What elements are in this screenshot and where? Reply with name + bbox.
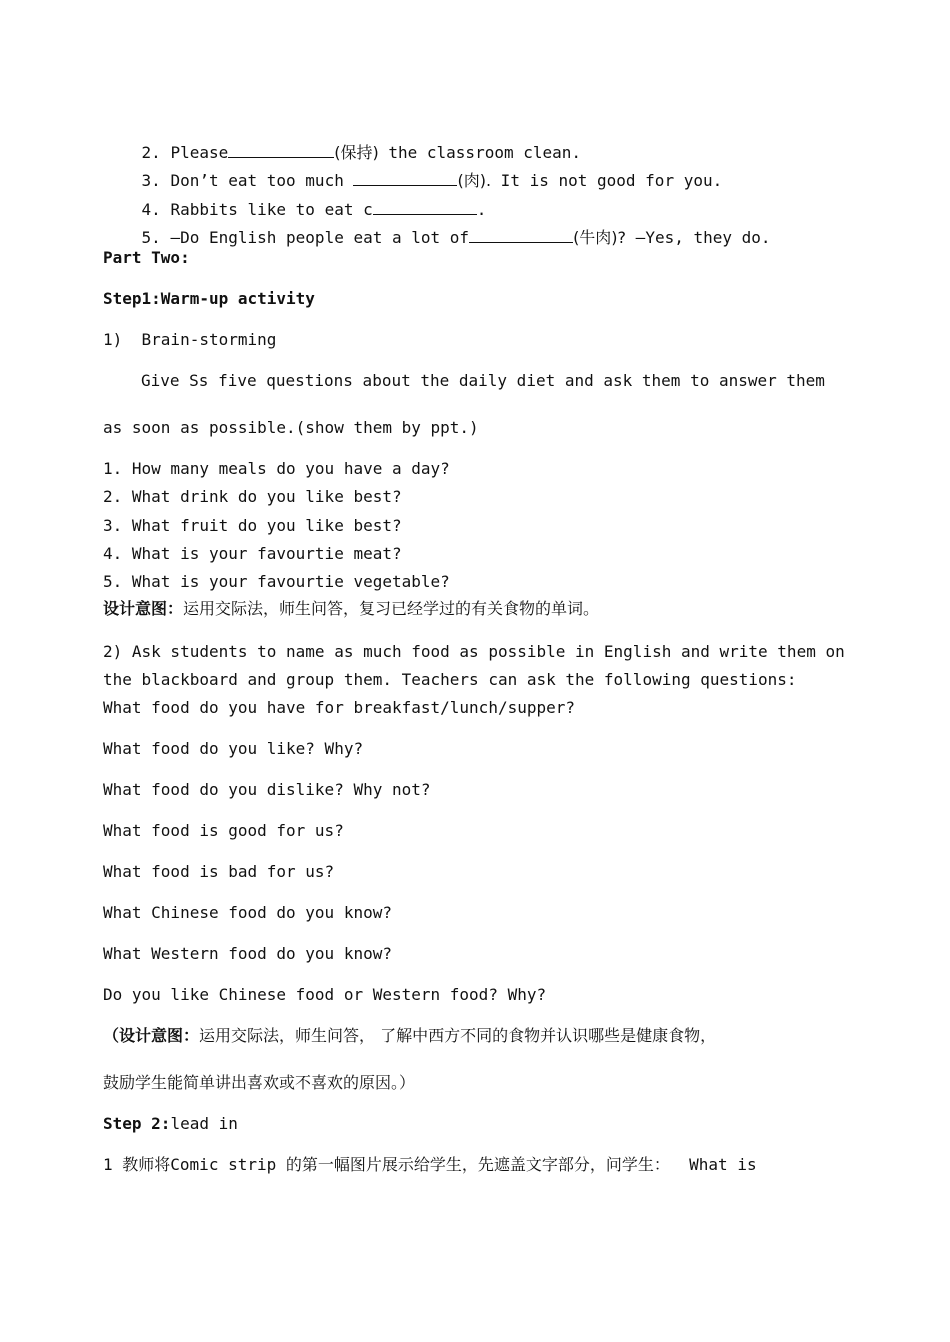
design-intent-text: 运用交际法，师生问答， 了解中西方不同的食物并认识哪些是健康食物， [199, 1026, 717, 1045]
question-item: 5. What is your favourtie vegetable? [103, 572, 450, 591]
exercise-text: Please [170, 143, 229, 162]
food-question: What food is bad for us? [103, 862, 335, 881]
exercise-hint: (牛肉)? [573, 228, 627, 247]
question-item: 2. What drink do you like best? [103, 487, 402, 506]
step2-label: Step 2: [103, 1114, 171, 1133]
exercise-number: 3. [141, 171, 161, 190]
ask-paragraph-line1: 2) Ask students to name as much food as possible in English and write them on [103, 642, 845, 661]
food-question: What food do you like? Why? [103, 739, 364, 758]
exercise-number: 5. [141, 228, 161, 247]
question-item: 3. What fruit do you like best? [103, 516, 402, 535]
food-question: What Chinese food do you know? [103, 903, 392, 922]
design-intent-2 [103, 1026, 716, 1046]
brain-storming-paragraph-cont: as soon as possible.(show them by ppt.) [103, 418, 479, 437]
section-heading-part-two: Part Two: [103, 248, 190, 267]
exercise-text: It is not good for you. [491, 171, 723, 190]
food-question: What food do you have for breakfast/lunch/supper? [103, 698, 576, 717]
step2-heading [103, 1114, 238, 1134]
food-question: What Western food do you know? [103, 944, 392, 963]
design-intent-label: （设计意图： [103, 1026, 200, 1045]
question-item: 1. How many meals do you have a day? [103, 459, 450, 478]
comic-strip-instruction [103, 1155, 757, 1175]
design-intent-text: 运用交际法，师生问答，复习已经学过的有关食物的单词。 [183, 599, 600, 618]
question-item: 4. What is your favourtie meat? [103, 544, 402, 563]
food-question: Do you like Chinese food or Western food? Why? [103, 985, 547, 1004]
exercise-number: 4. [141, 200, 161, 219]
exercise-5 [103, 207, 771, 268]
food-question: What food is good for us? [103, 821, 344, 840]
food-question: What food do you dislike? Why not? [103, 780, 431, 799]
exercise-text: . [476, 200, 487, 219]
design-intent-2-cont: 鼓励学生能简单讲出喜欢或不喜欢的原因。） [103, 1073, 416, 1092]
design-intent-1 [103, 599, 599, 619]
instruction-text: 教师将 [122, 1155, 171, 1174]
instruction-number: 1 [103, 1155, 123, 1174]
step2-text: lead in [170, 1114, 238, 1133]
step1-heading: Step1:Warm-up activity [103, 289, 315, 308]
exercise-text: Rabbits like to eat c [170, 200, 373, 219]
instruction-text: What is [669, 1155, 757, 1174]
exercise-number: 2. [141, 143, 161, 162]
instruction-text: Comic strip [170, 1155, 286, 1174]
exercise-hint: (保持) [334, 143, 379, 162]
exercise-text: —Do English people eat a lot of [170, 228, 470, 247]
design-intent-label: 设计意图： [103, 599, 184, 618]
brain-storming-paragraph: Give Ss five questions about the daily diet and ask them to answer them [141, 371, 825, 390]
instruction-text: 的第一幅图片展示给学生，先遮盖文字部分，问学生： [285, 1155, 670, 1174]
answer-blank[interactable] [469, 227, 573, 243]
exercise-text: Don’t eat too much [170, 171, 354, 190]
exercise-text: —Yes, they do. [626, 228, 771, 247]
ask-paragraph-line2: the blackboard and group them. Teachers can ask the following questions: [103, 670, 797, 689]
exercise-text: the classroom clean. [378, 143, 582, 162]
exercise-hint: (肉). [457, 171, 492, 190]
brain-storming-label: 1) Brain-storming [103, 330, 277, 349]
